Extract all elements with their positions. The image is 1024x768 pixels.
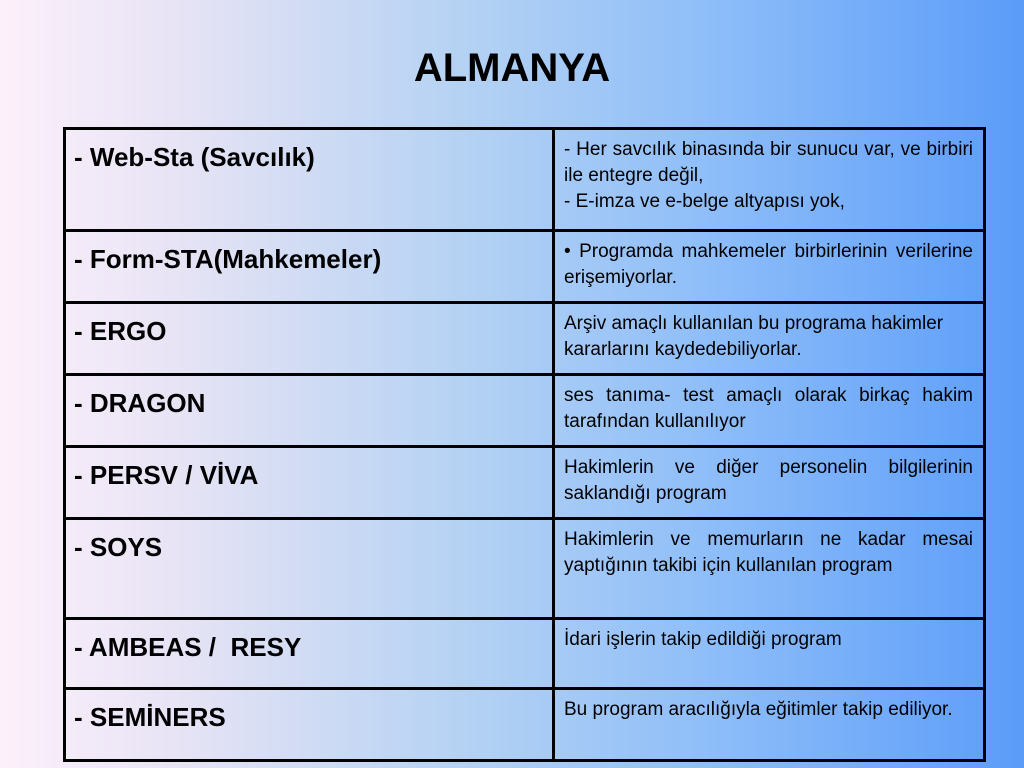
system-name-cell: - SEMİNERS — [65, 689, 554, 761]
system-name-cell: - SOYS — [65, 519, 554, 619]
system-name-cell: - Form-STA(Mahkemeler) — [65, 231, 554, 303]
system-name-cell: - ERGO — [65, 303, 554, 375]
system-description-cell — [554, 303, 985, 375]
system-description-cell — [554, 375, 985, 447]
table-row — [65, 619, 985, 689]
table-row — [65, 447, 985, 519]
systems-table — [63, 127, 986, 762]
table-row — [65, 519, 985, 619]
description-line: Hakimlerin ve memurların ne kadar mesai yaptığının takibi için kullanılan program — [564, 529, 973, 576]
description-line: - E-imza ve e-belge altyapısı yok, — [564, 191, 845, 212]
system-description-cell — [554, 619, 985, 689]
description-line: Hakimlerin ve diğer personelin bilgilerinin saklandığı program — [564, 457, 973, 504]
description-line: • Programda mahkemeler birbirlerinin verilerine erişemiyorlar. — [564, 241, 973, 288]
system-description-cell — [554, 231, 985, 303]
description-line: - Her savcılık binasında bir sunucu var, ve birbiri ile entegre değil, — [564, 139, 973, 186]
system-name-cell: - DRAGON — [65, 375, 554, 447]
system-name-cell: - AMBEAS / RESY — [65, 619, 554, 689]
table-row — [65, 303, 985, 375]
slide-title: ALMANYA — [413, 46, 611, 90]
table-row — [65, 689, 985, 761]
description-line: ses tanıma- test amaçlı olarak birkaç hakim tarafından kullanılıyor — [564, 385, 973, 432]
table-row — [65, 375, 985, 447]
system-name-cell: - PERSV / VİVA — [65, 447, 554, 519]
system-name-cell: - Web-Sta (Savcılık) — [65, 129, 554, 231]
description-line: Bu program aracılığıyla eğitimler takip ediliyor. — [564, 699, 953, 720]
table-row — [65, 129, 985, 231]
system-description-cell — [554, 447, 985, 519]
table-row — [65, 231, 985, 303]
description-line: Arşiv amaçlı kullanılan bu programa hakimler kararlarını kaydedebiliyorlar. — [564, 313, 944, 360]
description-line: İdari işlerin takip edildiği program — [564, 629, 842, 650]
system-description-cell — [554, 689, 985, 761]
system-description-cell — [554, 129, 985, 231]
system-description-cell — [554, 519, 985, 619]
